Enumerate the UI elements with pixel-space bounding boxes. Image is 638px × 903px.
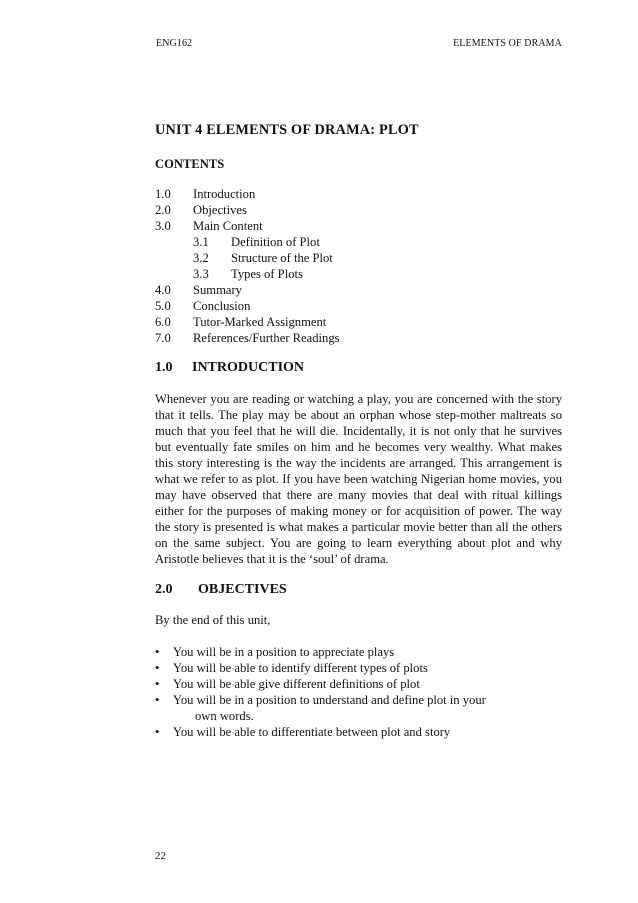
toc-label: References/Further Readings bbox=[193, 331, 340, 345]
toc-label: Tutor-Marked Assignment bbox=[193, 315, 327, 329]
bullet-icon: • bbox=[155, 725, 160, 739]
toc-label: Objectives bbox=[193, 203, 247, 217]
objectives-lead: By the end of this unit, bbox=[155, 613, 271, 627]
section-title: OBJECTIVES bbox=[198, 582, 287, 597]
objective-item bbox=[155, 676, 562, 692]
toc-number: 3.0 bbox=[155, 219, 171, 233]
toc-number: 3.3 bbox=[193, 267, 209, 281]
toc-label: Conclusion bbox=[193, 299, 251, 313]
section-number: 1.0 bbox=[155, 360, 173, 375]
section-number: 2.0 bbox=[155, 582, 173, 597]
objective-text: You will be able to identify different types of plots bbox=[173, 661, 428, 675]
objective-item bbox=[155, 660, 562, 676]
unit-title: UNIT 4 ELEMENTS OF DRAMA: PLOT bbox=[155, 122, 419, 138]
toc-label: Introduction bbox=[193, 187, 256, 201]
objective-item bbox=[155, 724, 562, 740]
bullet-icon: • bbox=[155, 645, 160, 659]
objective-item bbox=[155, 692, 562, 724]
objectives-list bbox=[155, 644, 562, 740]
toc-number: 7.0 bbox=[155, 331, 171, 345]
toc-number: 3.1 bbox=[193, 235, 209, 249]
toc-number: 1.0 bbox=[155, 187, 171, 201]
objective-text: You will be in a position to understand and define plot in your bbox=[173, 693, 486, 707]
page-number: 22 bbox=[155, 850, 166, 862]
toc-number: 4.0 bbox=[155, 283, 171, 297]
toc-label: Main Content bbox=[193, 219, 263, 233]
toc-item bbox=[155, 186, 562, 202]
toc-item bbox=[155, 218, 562, 234]
toc-number: 6.0 bbox=[155, 315, 171, 329]
introduction-heading bbox=[155, 360, 562, 376]
bullet-icon: • bbox=[155, 661, 160, 675]
introduction-paragraph: Whenever you are reading or watching a play, you are concerned with the story that it tells. The play may be about an orphan whose step-mother maltreats so much that you feel that he will die. Incidentally, it is not only that he survives but eventually fate smiles on him and he becomes very wealthy. What makes this story interesting is the way the incidents are arranged. This arrangement is what we refer to as plot. If you have been watching Nigerian home movies, you may have observed that there are many movies that deal with ritual killings either for the purposes of making money or for acquisition of power. The way the story is presented is what makes a particular movie better than all the others on the same subject. You are going to learn everything about plot and why Aristotle believes that it is the ‘soul’ of drama. bbox=[155, 392, 562, 566]
toc-number: 3.2 bbox=[193, 251, 209, 265]
objective-text: You will be able give different definitions of plot bbox=[173, 677, 420, 691]
toc-label: Definition of Plot bbox=[231, 235, 320, 249]
toc-item bbox=[155, 202, 562, 218]
bullet-icon: • bbox=[155, 677, 160, 691]
toc-label: Types of Plots bbox=[231, 267, 303, 281]
toc-label: Summary bbox=[193, 283, 242, 297]
objective-item bbox=[155, 644, 562, 660]
page-content bbox=[155, 122, 562, 740]
header-section-title: ELEMENTS OF DRAMA bbox=[453, 38, 562, 49]
toc-item bbox=[155, 330, 562, 346]
toc-number: 2.0 bbox=[155, 203, 171, 217]
toc-subitem bbox=[155, 266, 562, 282]
toc-item bbox=[155, 298, 562, 314]
objective-text: You will be in a position to appreciate plays bbox=[173, 645, 395, 659]
bullet-icon: • bbox=[155, 693, 160, 707]
objectives-heading bbox=[155, 582, 562, 598]
toc-item bbox=[155, 314, 562, 330]
toc-subitem bbox=[155, 234, 562, 250]
toc-subitem bbox=[155, 250, 562, 266]
objective-text-continuation: own words. bbox=[195, 709, 254, 723]
toc-label: Structure of the Plot bbox=[231, 251, 333, 265]
toc-item bbox=[155, 282, 562, 298]
contents-heading: CONTENTS bbox=[155, 157, 225, 171]
section-title: INTRODUCTION bbox=[192, 360, 305, 375]
toc-number: 5.0 bbox=[155, 299, 171, 313]
header-course-code: ENG162 bbox=[156, 38, 193, 49]
objective-text: You will be able to differentiate between plot and story bbox=[173, 725, 451, 739]
table-of-contents bbox=[155, 186, 562, 346]
